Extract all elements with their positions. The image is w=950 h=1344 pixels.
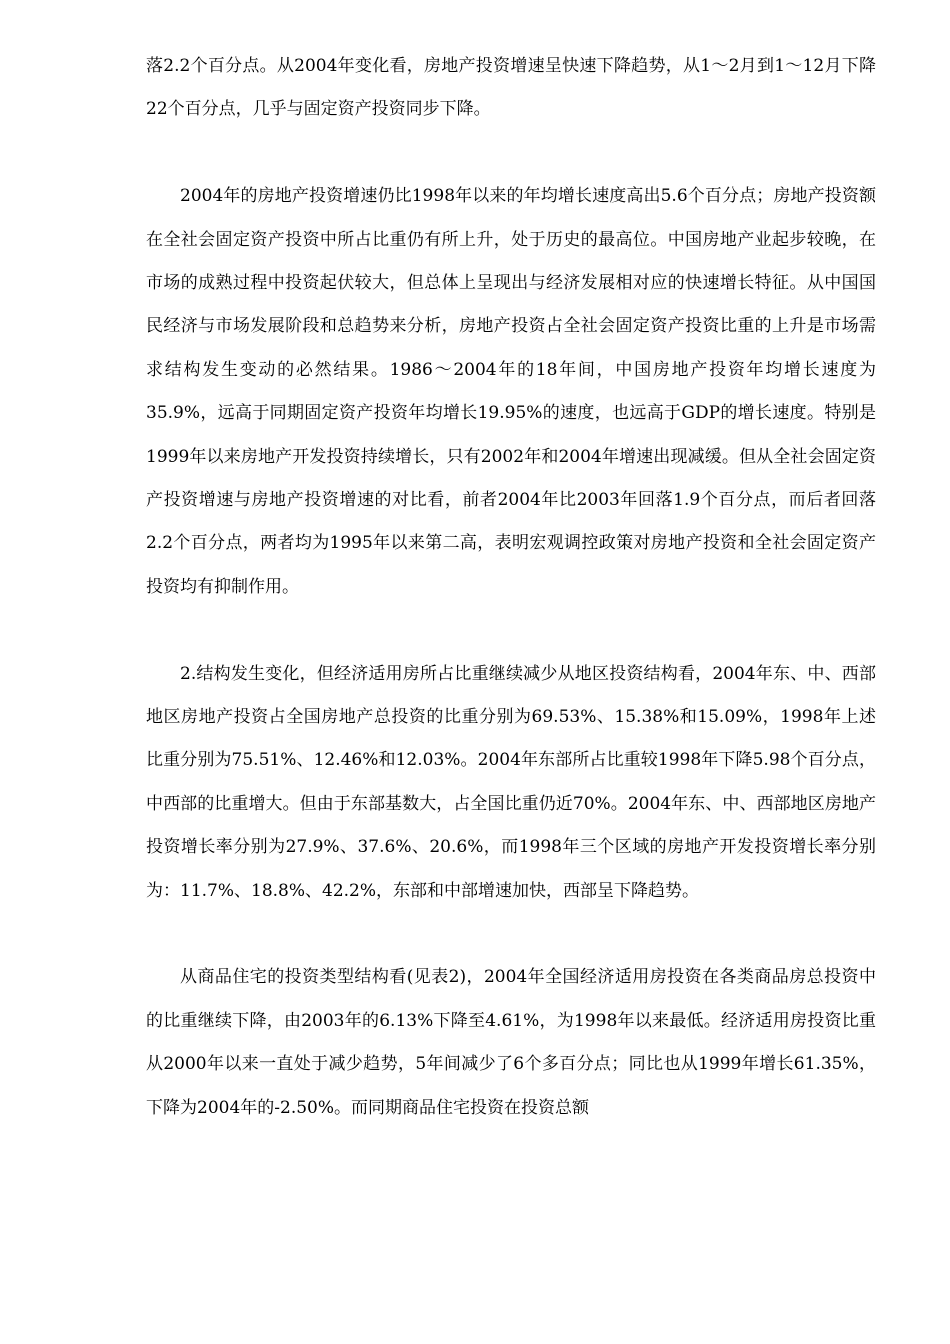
paragraph-gap xyxy=(146,132,876,175)
paragraph-continued: 落2.2个百分点。从2004年变化看，房地产投资增速呈快速下降趋势，从1～2月到1～12月下降22个百分点，几乎与固定资产投资同步下降。 xyxy=(146,56,876,120)
document-body xyxy=(146,45,876,1130)
paragraph-structure-change: 2.结构发生变化，但经济适用房所占比重继续减少从地区投资结构看，2004年东、中、西部地区房地产投资占全国房地产总投资的比重分别为69.53%、15.38%和15.09%，1998年上述比重分别为75.51%、12.46%和12.03%。2004年东部所占比重较1998年下降5.98个百分点，中西部的比重增大。但由于东部基数大，占全国比重仍近70%。2004年东、中、西部地区房地产投资增长率分别为27.9%、37.6%、20.6%，而1998年三个区域的房地产开发投资增长率分别为：11.7%、18.8%、42.2%，东部和中部增速加快，西部呈下降趋势。 xyxy=(146,663,876,901)
paragraph-housing-investment-type: 从商品住宅的投资类型结构看(见表2)，2004年全国经济适用房投资在各类商品房总投资中的比重继续下降，由2003年的6.13%下降至4.61%，为1998年以来最低。经济适用房投资比重从2000年以来一直处于减少趋势，5年间减少了6个多百分点；同比也从1999年增长61.35%，下降为2004年的-2.50%。而同期商品住宅投资在投资总额 xyxy=(146,967,876,1118)
paragraph-gap xyxy=(146,913,876,956)
paragraph-gap xyxy=(146,609,876,652)
paragraph-investment-growth: 2004年的房地产投资增速仍比1998年以来的年均增长速度高出5.6个百分点；房地产投资额在全社会固定资产投资中所占比重仍有所上升，处于历史的最高位。中国房地产业起步较晚，在市场的成熟过程中投资起伏较大，但总体上呈现出与经济发展相对应的快速增长特征。从中国国民经济与市场发展阶段和总趋势来分析，房地产投资占全社会固定资产投资比重的上升是市场需求结构发生变动的必然结果。1986～2004年的18年间，中国房地产投资年均增长速度为35.9%，远高于同期固定资产投资年均增长19.95%的速度，也远高于GDP的增长速度。特别是1999年以来房地产开发投资持续增长，只有2002年和2004年增速出现减缓。但从全社会固定资产投资增速与房地产投资增速的对比看，前者2004年比2003年回落1.9个百分点，而后者回落2.2个百分点，两者均为1995年以来第二高，表明宏观调控政策对房地产投资和全社会固定资产投资均有抑制作用。 xyxy=(146,186,876,597)
